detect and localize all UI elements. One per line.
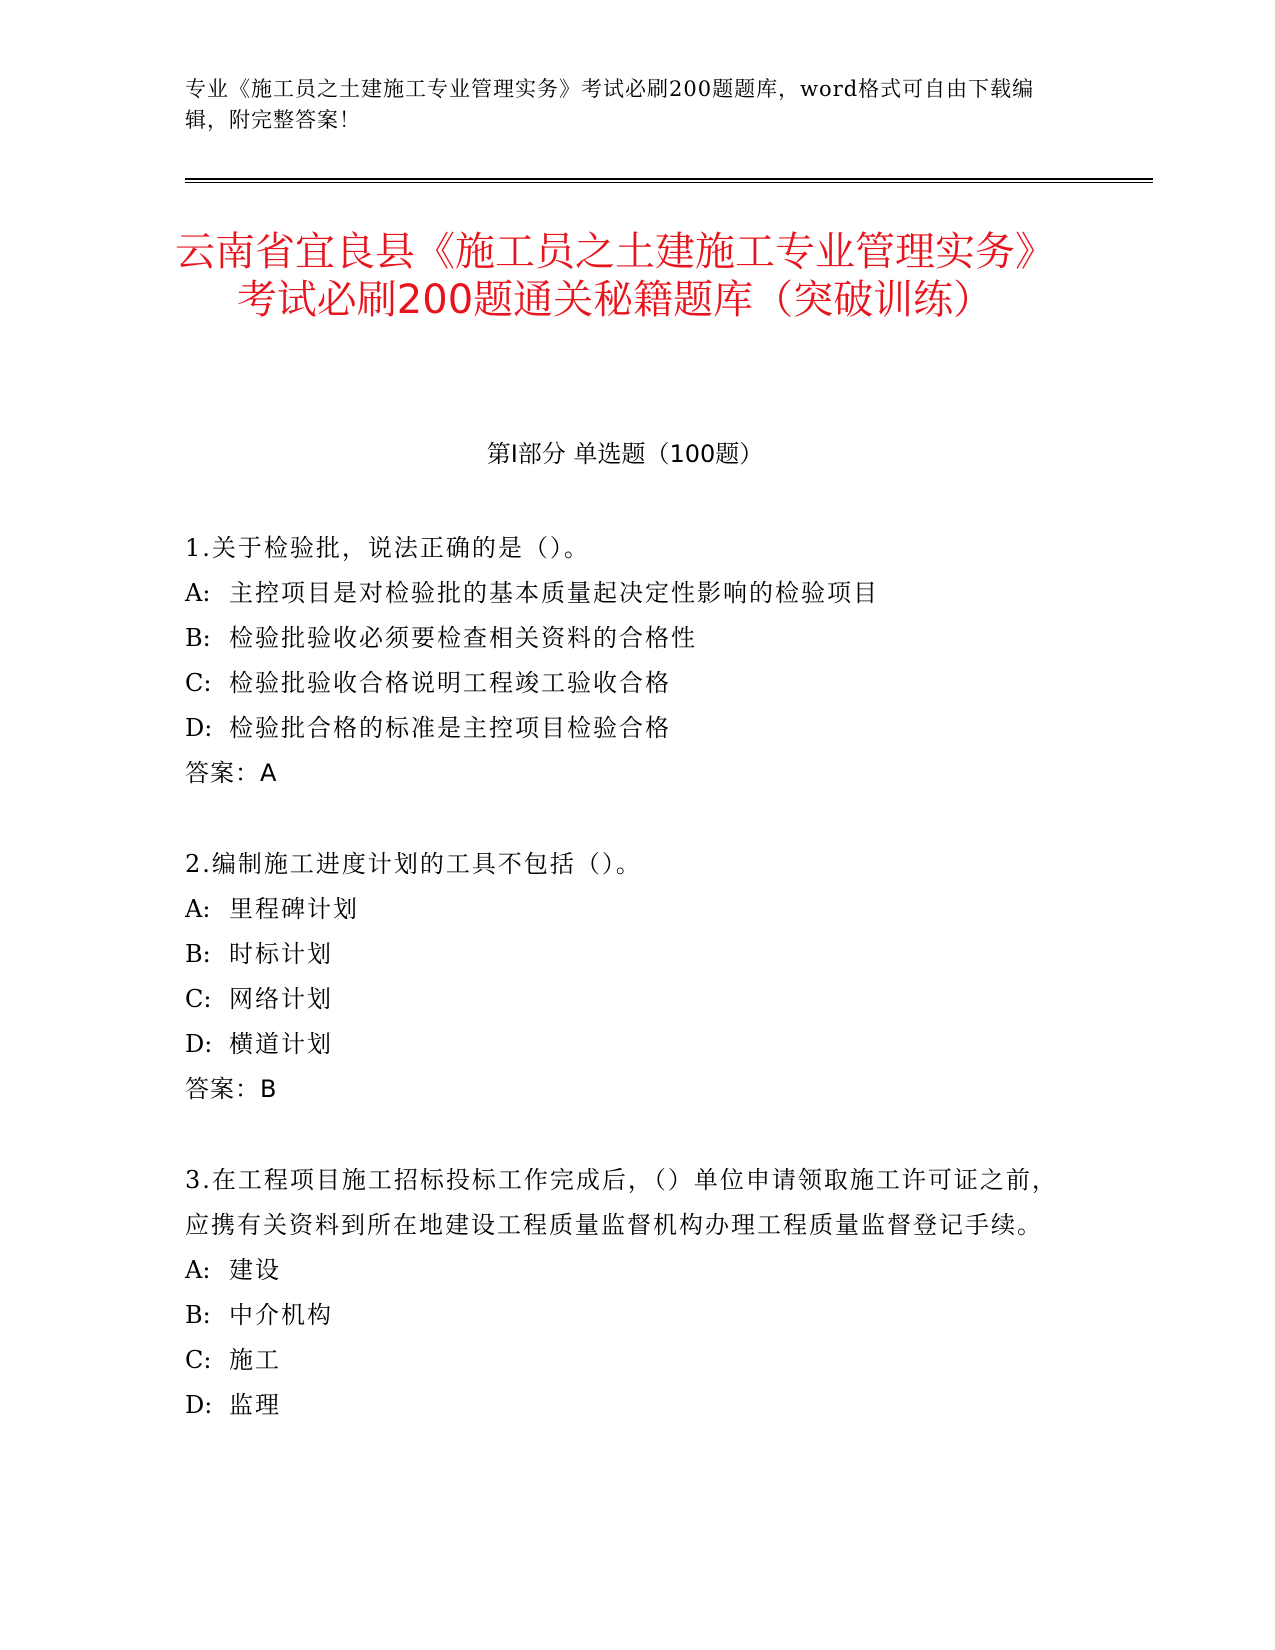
option-letter: D: <box>185 1391 213 1419</box>
option-letter: A: <box>185 895 211 923</box>
answer-line: 答案：A <box>185 759 278 787</box>
option-c <box>185 977 1065 1022</box>
option-letter: D: <box>185 714 213 742</box>
option-d <box>185 1022 1065 1067</box>
document-title: 云南省宜良县《施工员之土建施工专业管理实务》考试必刷200题通关秘籍题库（突破训练） <box>175 229 1055 323</box>
option-b <box>185 932 1065 977</box>
option-text: 检验批验收合格说明工程竣工验收合格 <box>229 669 671 697</box>
option-text: 监理 <box>229 1391 281 1419</box>
option-letter: A: <box>185 1256 211 1284</box>
option-a <box>185 1248 1065 1293</box>
option-b <box>185 616 1065 661</box>
header-divider <box>185 178 1153 183</box>
answer-line: 答案：B <box>185 1075 278 1103</box>
question-1 <box>185 526 1065 796</box>
option-c <box>185 1338 1065 1383</box>
option-text: 中介机构 <box>229 1301 333 1329</box>
question-2 <box>185 842 1065 1112</box>
option-d <box>185 706 1065 751</box>
option-text: 检验批验收必须要检查相关资料的合格性 <box>229 624 697 652</box>
question-3 <box>185 1158 1065 1428</box>
option-a <box>185 571 1065 616</box>
question-stem: 1.关于检验批，说法正确的是（）。 <box>185 534 590 562</box>
option-letter: D: <box>185 1030 213 1058</box>
option-letter: A: <box>185 579 211 607</box>
option-text: 主控项目是对检验批的基本质量起决定性影响的检验项目 <box>229 579 879 607</box>
section-title: 第Ⅰ部分 单选题（100题） <box>486 440 764 468</box>
option-text: 时标计划 <box>229 940 333 968</box>
option-letter: B: <box>185 940 211 968</box>
question-stem: 3.在工程项目施工招标投标工作完成后，（）单位申请领取施工许可证之前，应携有关资料到所在地建设工程质量监督机构办理工程质量监督登记手续。 <box>185 1166 1058 1239</box>
question-stem: 2.编制施工进度计划的工具不包括（）。 <box>185 850 642 878</box>
question-list <box>185 526 1065 1474</box>
header-note: 专业《施工员之土建施工专业管理实务》考试必刷200题题库，word格式可自由下载编辑，附完整答案！ <box>185 77 1035 132</box>
option-text: 网络计划 <box>229 985 333 1013</box>
option-letter: C: <box>185 1346 212 1374</box>
option-text: 施工 <box>229 1346 281 1374</box>
option-text: 检验批合格的标准是主控项目检验合格 <box>229 714 671 742</box>
option-letter: B: <box>185 1301 211 1329</box>
option-a <box>185 887 1065 932</box>
option-letter: C: <box>185 985 212 1013</box>
option-letter: C: <box>185 669 212 697</box>
option-c <box>185 661 1065 706</box>
option-letter: B: <box>185 624 211 652</box>
option-text: 建设 <box>229 1256 281 1284</box>
option-text: 横道计划 <box>229 1030 333 1058</box>
option-d <box>185 1383 1065 1428</box>
option-b <box>185 1293 1065 1338</box>
option-text: 里程碑计划 <box>229 895 359 923</box>
